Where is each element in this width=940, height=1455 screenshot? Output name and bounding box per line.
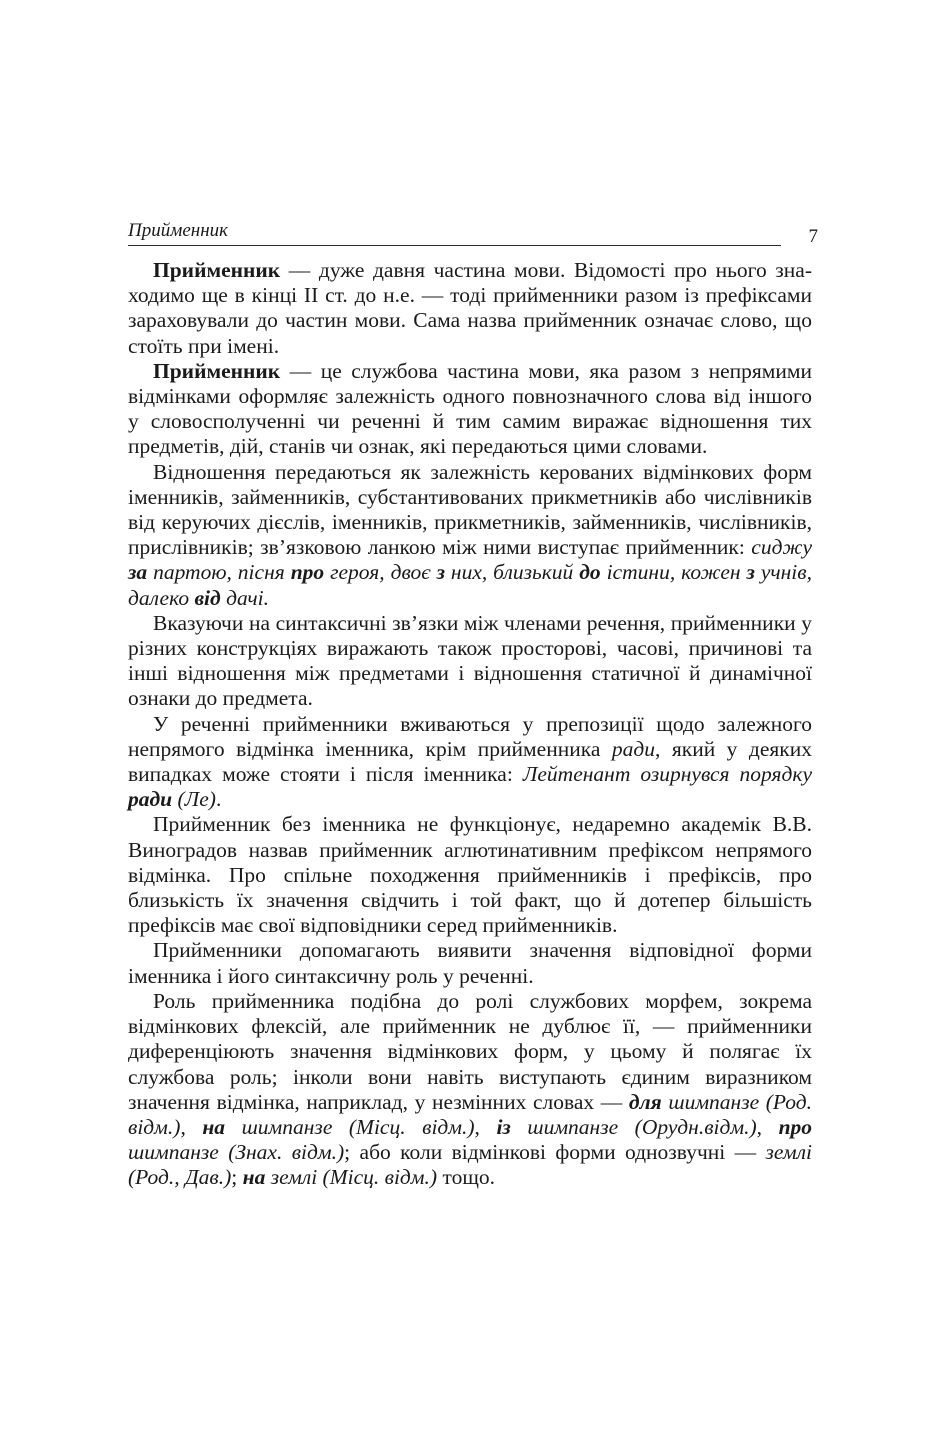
example-italic: дачі. (220, 585, 270, 610)
paragraph-6 (128, 812, 812, 938)
preposition-emphasis: до (579, 560, 601, 585)
preposition-emphasis: із (496, 1114, 511, 1139)
text-run: Прийменник без іменника не функціонує, недаремно академік В.В. Виноградов назвав прийменник аглютинативним префіксом непрямого відмінка. Про спільне походження прийменників і префіксів, про близькість їх значення свідчить і той факт, що й дотепер більшість префіксів має свої відповідники серед прийменників. (128, 812, 812, 938)
example-italic: них, близький (444, 560, 580, 585)
preposition-emphasis: на (202, 1114, 226, 1139)
paragraph-1 (128, 258, 812, 359)
body-text (128, 258, 812, 1191)
paragraph-5 (128, 712, 812, 813)
example-italic: ради (611, 736, 655, 761)
term-bold: Прийменник (153, 358, 281, 383)
term-bold: Прийменник (153, 258, 281, 282)
example-italic: землі (Род., Дав.) (128, 1140, 812, 1190)
preposition-emphasis: за (128, 560, 148, 585)
text-run: , (474, 1114, 497, 1139)
text-run: Прийменники допомагають виявити значення відповідної форми іменника і його синтаксичну роль у реченні. (128, 938, 812, 988)
page-number: 7 (808, 226, 818, 247)
text-run: — це службова частина мови, яка разом з непрямими відмінками оформляє залежність одного повнозначного слова від іншого у словосполученні чи реченні й тим самим виражає відношення тих предметів, дій, станів чи ознак, які передаються цими словами. (128, 358, 812, 459)
example-italic: сиджу (751, 535, 812, 560)
preposition-emphasis: на (242, 1165, 266, 1190)
example-italic: землі (Місц. відм.) (265, 1165, 438, 1190)
text-run: , який у деяких випадках може стояти і після іменника: (128, 736, 812, 787)
text-run: тощо. (437, 1165, 495, 1190)
example-italic: учнів, далеко (128, 560, 812, 610)
text-run: Роль прийменника подібна до ролі службових морфем, зокрема відмінкових флексій, але прийменник не дублює її, — прийменники диференціюють значення відмінкових форм, у цьому й полягає їх службова роль; інколи вони навіть виступають єдиним виразником значення відмінка, наприклад, у незмінних словах — (128, 988, 812, 1114)
paragraph-4 (128, 611, 812, 712)
text-run: ; (231, 1165, 243, 1190)
preposition-emphasis: ради (128, 787, 173, 812)
preposition-emphasis: про (290, 560, 325, 585)
preposition-emphasis: про (778, 1114, 813, 1139)
paragraph-3 (128, 460, 812, 611)
text-run: У реченні прийменники вживаються у препозиції щодо залежного непрямого відмінка іменника, крім прийменника (128, 711, 812, 761)
example-italic: шимпанзе (Місц. відм.) (225, 1114, 475, 1139)
preposition-emphasis: від (194, 585, 221, 610)
example-italic: шимпанзе (Знах. відм.) (128, 1140, 345, 1165)
example-italic: (Ле) (172, 787, 216, 812)
example-italic: шимпанзе (Род. відм.) (128, 1089, 813, 1139)
paragraph-2 (128, 359, 812, 460)
running-title: Прийменник (128, 220, 229, 241)
text-run: , (180, 1114, 203, 1139)
text-run: Вказуючи на синтаксичні зв’язки між членами речення, прийменники у різних конструкціях виражають також просторові, часові, причинові та інші відношення між предметами і відношення статичної й динамічної ознаки до предмета. (128, 610, 812, 711)
text-run: Відношення передаються як залежність керованих відмінкових форм іменників, займенників, субстантивованих прикметників або числівників від керуючих дієслів, іменників, прикметників, займенників, числівників, прислівників; зв’язковою ланкою між ними виступає прийменник: (128, 459, 812, 560)
running-head (128, 219, 781, 246)
preposition-emphasis: з (746, 560, 755, 585)
example-italic: героя, двоє (324, 560, 437, 585)
text-run: , (756, 1114, 779, 1139)
paragraph-7 (128, 938, 812, 988)
text-run: — дуже давня частина мови. Відомості про нього знаходимо ще в кінці II ст. до н.е. — тоді прийменники разом із префіксами зараховували до частин мови. Сама назва прийменник означає слово, що стоїть при імені. (128, 258, 812, 358)
example-italic: істини, кожен (600, 560, 747, 585)
text-run: ; або коли відмінкові форми однозвучні — (344, 1140, 766, 1165)
example-italic: партою, пісня (147, 560, 291, 585)
paragraph-8 (128, 989, 812, 1191)
text-run: . (215, 787, 222, 812)
preposition-emphasis: з (436, 560, 445, 585)
preposition-emphasis: для (628, 1089, 662, 1114)
example-italic: шимпанзе (Орудн.відм.) (510, 1114, 757, 1139)
example-italic: Лейтенант озирнувся порядку (522, 762, 812, 787)
